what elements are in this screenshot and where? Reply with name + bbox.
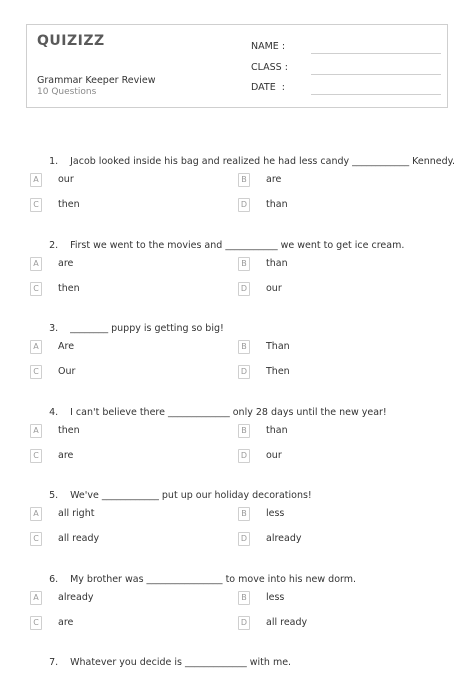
question-number: 6. bbox=[49, 574, 59, 585]
option-letter: A bbox=[30, 173, 42, 187]
option-text: than bbox=[266, 258, 288, 269]
option-text: then bbox=[58, 199, 80, 210]
option-text: our bbox=[266, 450, 282, 461]
option-letter: D bbox=[238, 198, 250, 212]
option-text: Than bbox=[266, 341, 290, 352]
question-text: Jacob looked inside his bag and realized he had less candy ____________ Kennedy. bbox=[70, 156, 455, 167]
option-letter: A bbox=[30, 424, 42, 438]
question-number: 2. bbox=[49, 240, 59, 251]
option-text: our bbox=[58, 174, 74, 185]
date-label: DATE : bbox=[251, 82, 285, 93]
question-text: ________ puppy is getting so big! bbox=[70, 323, 224, 334]
date-line bbox=[311, 94, 441, 95]
option-text: are bbox=[266, 174, 282, 185]
class-line bbox=[311, 74, 441, 75]
option-letter: C bbox=[30, 532, 42, 546]
question-4 bbox=[37, 396, 387, 429]
name-line bbox=[311, 53, 441, 54]
option-letter: B bbox=[238, 257, 250, 271]
option-text: are bbox=[58, 617, 74, 628]
option-text: Then bbox=[266, 366, 290, 377]
option-text: less bbox=[266, 508, 285, 519]
option-letter: B bbox=[238, 507, 250, 521]
question-number: 5. bbox=[49, 490, 59, 501]
worksheet-header bbox=[26, 24, 448, 108]
option-text: less bbox=[266, 592, 285, 603]
option-text: all ready bbox=[58, 533, 100, 544]
option-text: already bbox=[266, 533, 302, 544]
option-letter: D bbox=[238, 532, 250, 546]
name-field[interactable] bbox=[251, 41, 441, 55]
question-number: 4. bbox=[49, 407, 59, 418]
class-field[interactable] bbox=[251, 62, 441, 76]
question-text: We've ____________ put up our holiday decorations! bbox=[70, 490, 312, 501]
option-letter: A bbox=[30, 507, 42, 521]
option-letter: C bbox=[30, 198, 42, 212]
option-letter: D bbox=[238, 616, 250, 630]
option-letter: B bbox=[238, 340, 250, 354]
question-text: Whatever you decide is _____________ with me. bbox=[70, 657, 292, 668]
question-7 bbox=[37, 646, 291, 679]
option-text: all right bbox=[58, 508, 95, 519]
option-letter: B bbox=[238, 173, 250, 187]
option-text: than bbox=[266, 199, 288, 210]
question-text: My brother was ________________ to move into his new dorm. bbox=[70, 574, 357, 585]
option-text: are bbox=[58, 258, 74, 269]
option-letter: C bbox=[30, 365, 42, 379]
question-2 bbox=[37, 229, 404, 262]
option-letter: C bbox=[30, 449, 42, 463]
option-text: then bbox=[58, 425, 80, 436]
option-text: all ready bbox=[266, 617, 308, 628]
option-letter: B bbox=[238, 424, 250, 438]
option-letter: A bbox=[30, 591, 42, 605]
worksheet-title: Grammar Keeper Review bbox=[37, 75, 156, 86]
option-letter: C bbox=[30, 282, 42, 296]
option-letter: D bbox=[238, 365, 250, 379]
option-letter: D bbox=[238, 449, 250, 463]
option-letter: C bbox=[30, 616, 42, 630]
date-field[interactable] bbox=[251, 82, 441, 96]
option-letter: A bbox=[30, 340, 42, 354]
class-label: CLASS : bbox=[251, 62, 288, 73]
option-text: then bbox=[58, 283, 80, 294]
question-count: 10 Questions bbox=[37, 87, 97, 97]
option-text: Our bbox=[58, 366, 76, 377]
question-number: 7. bbox=[49, 657, 59, 668]
question-text: First we went to the movies and ___________ we went to get ice cream. bbox=[70, 240, 405, 251]
option-text: our bbox=[266, 283, 282, 294]
name-label: NAME : bbox=[251, 41, 286, 52]
question-text: I can't believe there _____________ only 28 days until the new year! bbox=[70, 407, 387, 418]
option-letter: A bbox=[30, 257, 42, 271]
option-letter: D bbox=[238, 282, 250, 296]
quizizz-logo: QUIZIZZ bbox=[37, 33, 105, 49]
option-text: than bbox=[266, 425, 288, 436]
option-letter: B bbox=[238, 591, 250, 605]
option-text: Are bbox=[58, 341, 75, 352]
question-number: 1. bbox=[49, 156, 59, 167]
option-text: are bbox=[58, 450, 74, 461]
question-number: 3. bbox=[49, 323, 59, 334]
option-text: already bbox=[58, 592, 94, 603]
